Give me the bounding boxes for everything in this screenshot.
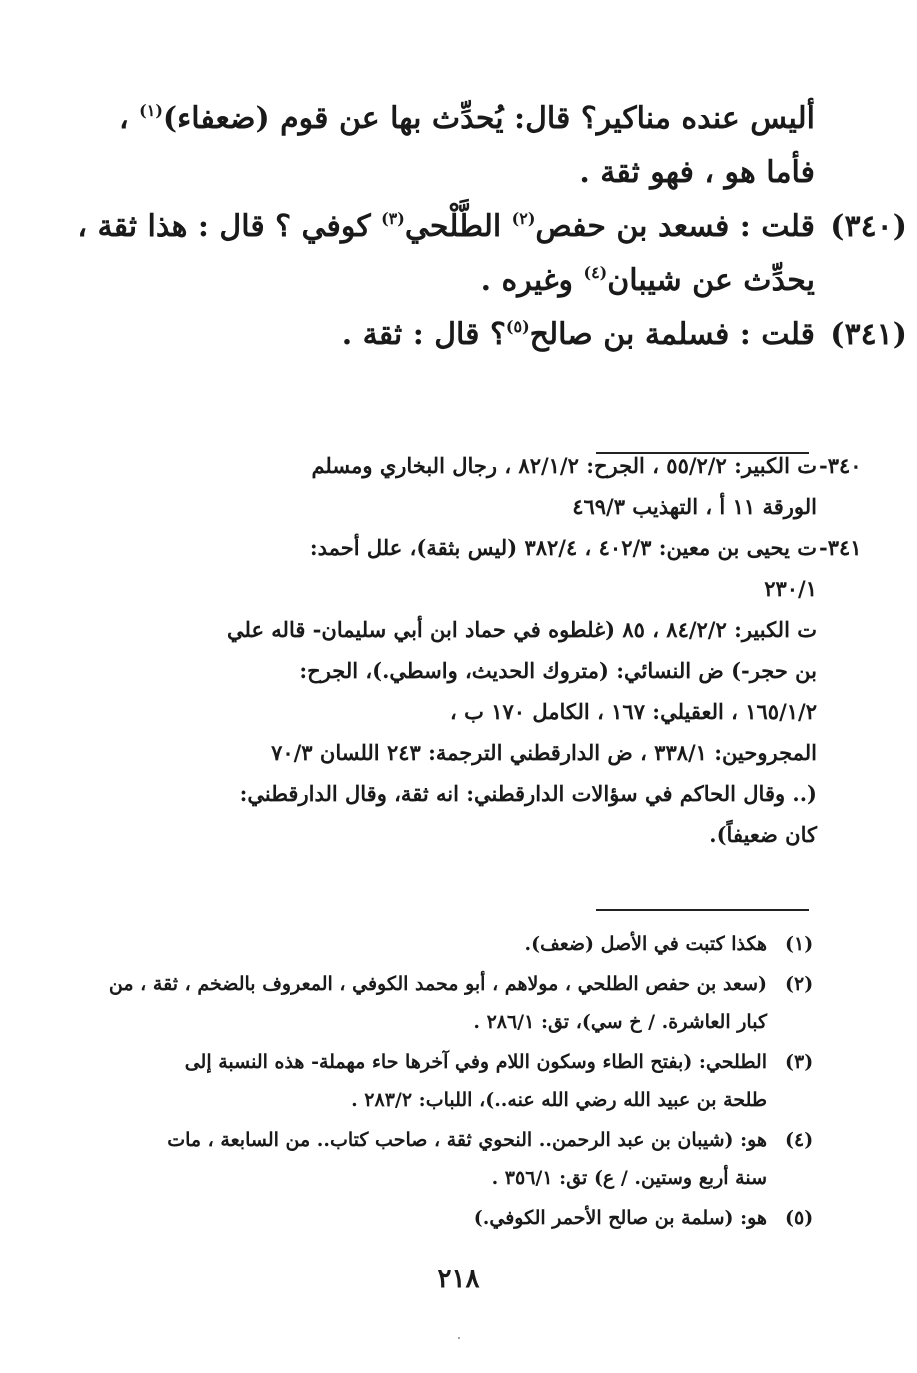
footnote-line: هو: (شيبان بن عبد الرحمن.. النحوي ثقة ، صاحب كتاب.. من السابعة ، مات [167,1129,767,1151]
note-line: ٢٣٠/١ [764,576,817,601]
footnote-line: (سعد بن حفص الطلحي ، مولاهم ، أبو محمد الكوفي ، المعروف بالضخم ، ثقة ، من [108,973,767,995]
note-number-340: ٣٤٠- [819,453,862,478]
footnote-4 [107,1121,814,1197]
note-number-341: ٣٤١- [819,535,862,560]
entry-340-line-2: يحدِّث عن شيبان$^{(٤)}$ وغيره . [480,263,815,298]
note-line: (.. وقال الحاكم في سؤالات الدارقطني: انه ثقة، وقال الدارقطني: [239,781,817,806]
footnote-ref-4[interactable]: (٤) [583,263,608,282]
footnote-line: الطلحي: (بفتح الطاء وسكون اللام وفي آخرها حاء مهملة- هذه النسبة إلى [184,1051,767,1073]
note-line: ت الكبير: ٥٥/٢/٢ ، الجرح: ٨٢/١/٢ ، رجال البخاري ومسلم [311,453,817,478]
note-line: المجروحين: ٣٣٨/١ ، ض الدارقطني الترجمة: ٢٤٣ اللسان ٧٠/٣ [271,740,817,765]
footnote-number: (١) [785,933,814,955]
footnote-1 [107,925,814,963]
footnotes [107,925,814,1239]
main-line-2: فأما هو ، فهو ثقة . [579,155,815,190]
note-line: ت الكبير: ٨٤/٢/٢ ، ٨٥ (غلطوه في حماد ابن أبي سليمان- قاله علي [226,617,817,642]
footnote-ref-1[interactable]: (١) [139,101,163,120]
footnote-line: كبار العاشرة. / خ سي)، تق: ٢٨٦/١ . [473,1011,767,1033]
main-text [77,92,907,362]
footnote-line: هو: (سلمة بن صالح الأحمر الكوفي.) [473,1207,767,1229]
footnote-3 [107,1043,814,1119]
entry-341-line-1: قلت : فسلمة بن صالح$^{(٥)}$؟ قال : ثقة . [341,317,815,352]
entry-340 [77,200,907,308]
source-notes [113,445,862,855]
note-line: كان ضعيفاً). [709,822,817,847]
scan-speck [458,1337,460,1339]
footnote-number: (٣) [785,1051,814,1073]
footnote-line: هكذا كتبت في الأصل (ضعف). [524,933,767,955]
footnote-number: (٤) [785,1129,814,1151]
footnote-number: (٢) [785,973,814,995]
footnote-line: سنة أربع وستين. / ع) تق: ٣٥٦/١ . [491,1167,767,1189]
separator-rule-bottom [596,909,809,911]
footnote-ref-5[interactable]: (٥) [505,317,530,336]
entry-340-line-1: قلت : فسعد بن حفص$^{(٢)}$ الطَّلْحي$^{(٣)}$ كوفي ؟ قال : هذا ثقة ، [77,209,815,244]
footnote-ref-2[interactable]: (٢) [511,209,536,228]
note-line: ت يحيى بن معين: ٤٠٢/٣ ، ٣٨٢/٤ (ليس بثقة)، علل أحمد: [309,535,817,560]
entry-number-341: (٣٤١) [830,317,907,352]
entry-341 [95,308,907,362]
entry-number-340: (٣٤٠) [830,209,907,244]
note-line: الورقة ١١ أ ، التهذيب ٤٦٩/٣ [572,494,817,519]
main-line-1: أليس عنده مناكير؟ قال: يُحدِّث بها عن قوم (ضعفاء)$^{(١)}$ ، [119,101,815,136]
note-line: ١٦٥/١/٢ ، العقيلي: ١٦٧ ، الكامل ١٧٠ ب ، [450,699,817,724]
footnote-5 [107,1199,814,1237]
note-340 [113,445,862,527]
footnote-ref-3[interactable]: (٣) [381,209,405,228]
note-line: بن حجر-) ض النسائي: (متروك الحديث، واسطي.)، الجرح: [299,658,817,683]
footnote-line: طلحة بن عبيد الله رضي الله عنه..)، اللباب: ٢٨٣/٢ . [351,1089,767,1111]
footnote-2 [107,965,814,1041]
footnote-number: (٥) [785,1207,814,1229]
page-number: ٢١٨ [437,1264,480,1294]
note-341 [113,527,862,855]
